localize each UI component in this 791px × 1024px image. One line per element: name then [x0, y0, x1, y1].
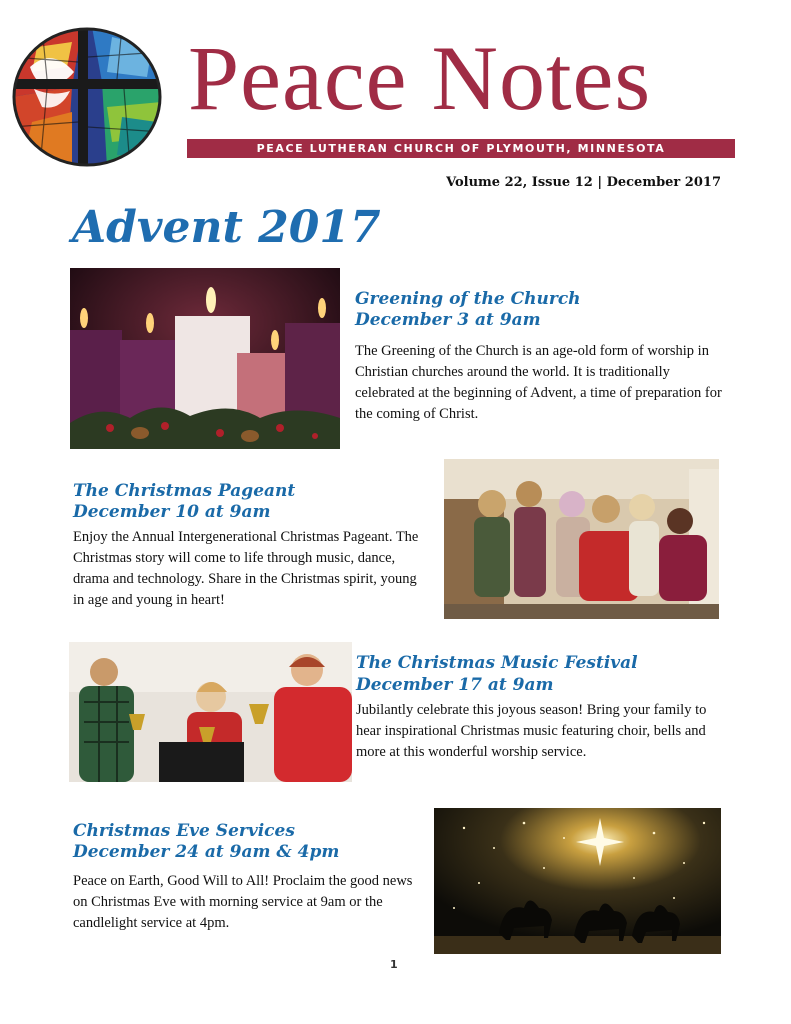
section-title: Advent 2017 — [72, 202, 381, 253]
issue-info: Volume 22, Issue 12 | December 2017 — [446, 175, 721, 190]
event-date: December 24 at 9am & 4pm — [73, 842, 340, 862]
handbell-ringers-photo — [69, 642, 352, 782]
event-description: Peace on Earth, Good Will to All! Proclaim the good news on Christmas Eve with morning service at 9am or the candlelight service at 4pm. — [73, 873, 413, 931]
newsletter-title: Peace Notes — [188, 27, 652, 129]
event-description: Jubilantly celebrate this joyous season! Bring your family to hear inspirational Christmas music featuring choir, bells and more at this wonderful worship service. — [356, 702, 707, 760]
event-date: December 10 at 9am — [73, 502, 271, 522]
church-name-banner: PEACE LUTHERAN CHURCH OF PLYMOUTH, MINNESOTA — [187, 139, 735, 158]
event-description: The Greening of the Church is an age-old form of worship in Christian churches around the world. It is traditionally celebrated at the beginning of Advent, a time of preparation for the coming of Christ. — [355, 343, 722, 422]
page-number: 1 — [390, 958, 398, 971]
event-title: The Christmas Pageant — [73, 481, 296, 501]
event-title: The Christmas Music Festival — [356, 653, 638, 673]
stained-glass-cross-dove-icon — [12, 27, 162, 167]
event-title: Christmas Eve Services — [73, 821, 295, 841]
wise-men-star-photo — [434, 808, 721, 954]
event-title: Greening of the Church — [355, 289, 581, 309]
church-logo — [12, 27, 162, 167]
event-date: December 3 at 9am — [355, 310, 541, 330]
pageant-children-photo — [444, 459, 719, 619]
advent-candles-photo — [70, 268, 340, 449]
event-date: December 17 at 9am — [356, 675, 554, 695]
event-description: Enjoy the Annual Intergenerational Christmas Pageant. The Christmas story will come to life through music, dance, drama and technology. Share in the Christmas spirit, young in age and young in heart! — [73, 529, 419, 608]
